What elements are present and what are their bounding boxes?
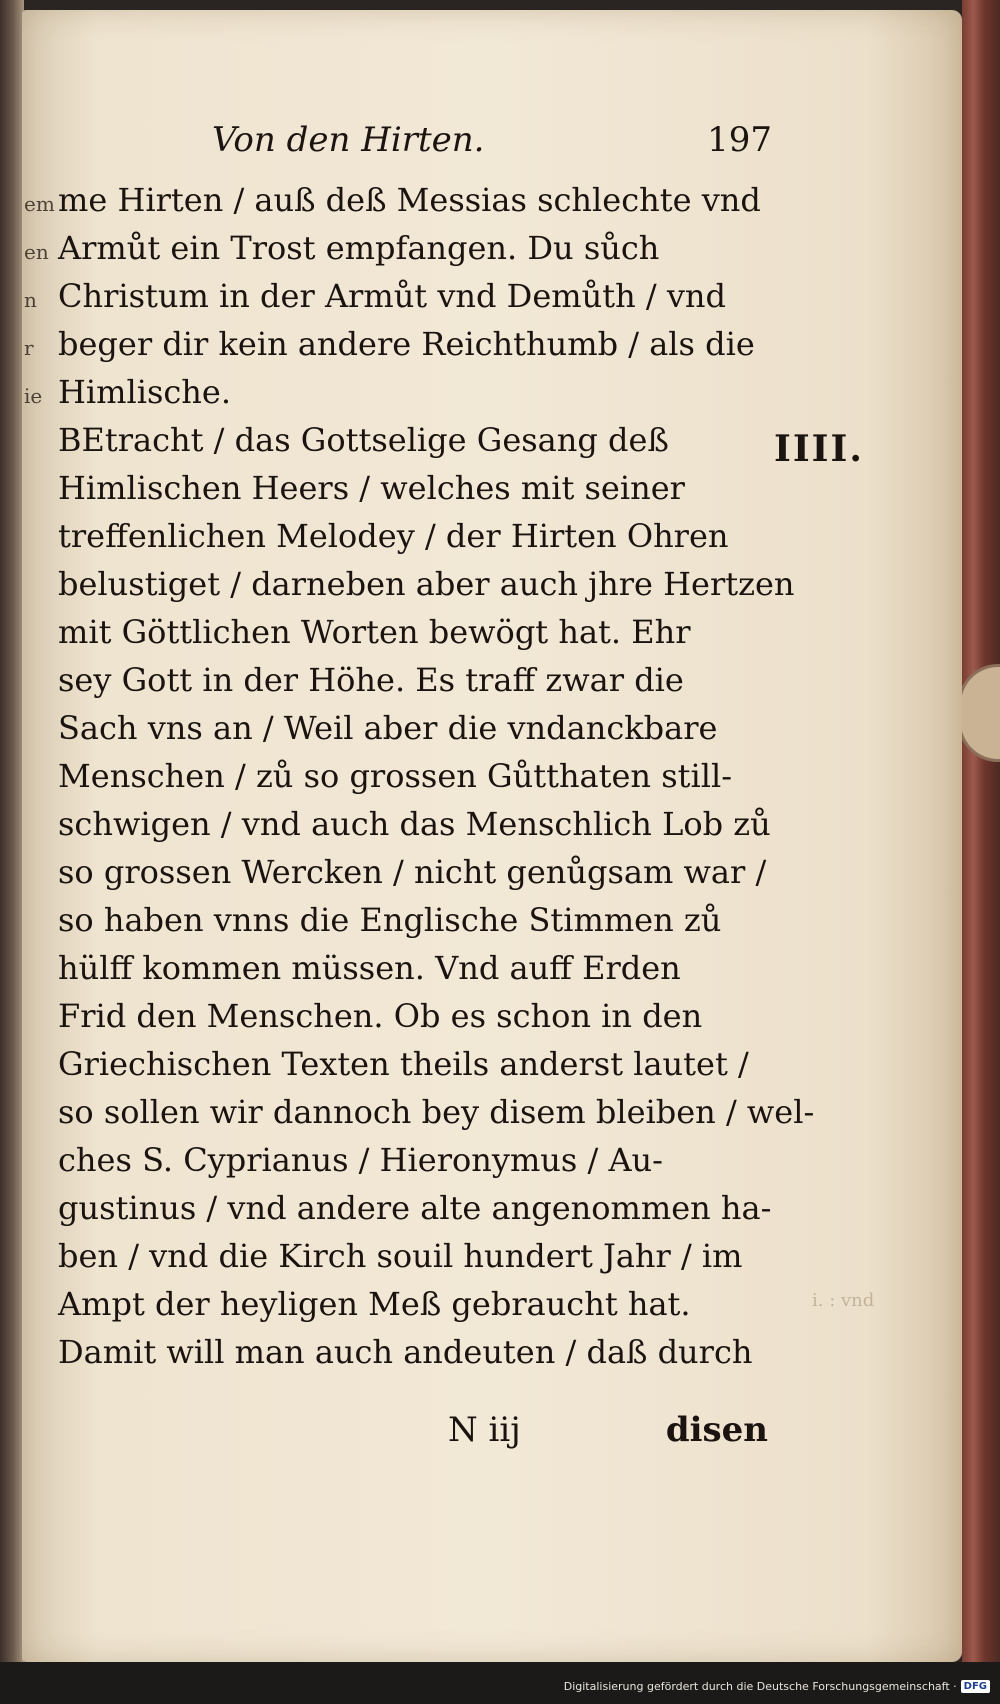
text-line: Sach vns an / Weil aber die vndanckbare: [58, 709, 718, 747]
margin-fragment: [24, 1188, 44, 1236]
margin-fragment: [24, 1044, 44, 1092]
body-text: [58, 176, 815, 1376]
text-line: Frid den Menschen. Ob es schon in den: [58, 997, 703, 1035]
credit-text: Digitalisierung gefördert durch die Deutsche Forschungsgemeinschaft ·: [563, 1680, 957, 1693]
page-header: [212, 120, 772, 170]
text-line: belustiget / darneben aber auch jhre Hertzen: [58, 565, 795, 603]
text-line: Himlische.: [58, 373, 232, 411]
text-line: sey Gott in der Höhe. Es traff zwar die: [58, 661, 684, 699]
margin-fragment: [24, 468, 44, 516]
text-line: treffenlichen Melodey / der Hirten Ohren: [58, 517, 729, 555]
margin-fragment: [24, 612, 44, 660]
margin-fragment: em: [24, 192, 55, 216]
margin-fragment: [24, 1284, 44, 1332]
text-line: hülff kommen müssen. Vnd auff Erden: [58, 949, 681, 987]
text-line: so sollen wir dannoch bey disem bleiben / wel-: [58, 1093, 815, 1131]
text-line: beger dir kein andere Reichthumb / als die: [58, 325, 755, 363]
margin-fragment: ie: [24, 384, 43, 408]
margin-fragment: [24, 660, 44, 708]
previous-page-margin: [24, 180, 55, 1332]
text-line: mit Göttlichen Worten bewögt hat. Ehr: [58, 613, 691, 651]
margin-fragment: [24, 852, 44, 900]
text-line: Armůt ein Trost empfangen. Du sůch: [58, 229, 660, 267]
page-footer-line: [58, 1410, 768, 1458]
text-line: gustinus / vnd andere alte angenommen ha-: [58, 1189, 772, 1227]
catchword: disen: [665, 1410, 768, 1450]
text-line: Ampt der heyligen Meß gebraucht hat.: [58, 1285, 691, 1323]
signature-mark: N iij: [448, 1410, 521, 1450]
text-line: ches S. Cyprianus / Hieronymus / Au-: [58, 1141, 663, 1179]
text-line: Damit will man auch andeuten / daß durch: [58, 1333, 753, 1371]
margin-fragment: r: [24, 336, 34, 360]
margin-fragment: [24, 1140, 44, 1188]
margin-fragment: [24, 564, 44, 612]
margin-fragment: [24, 900, 44, 948]
margin-fragment: [24, 1092, 44, 1140]
book-page: [22, 10, 962, 1662]
dfg-logo: DFG: [961, 1680, 990, 1693]
text-line: Griechischen Texten theils anderst lautet /: [58, 1045, 749, 1083]
margin-fragment: [24, 948, 44, 996]
text-line: me Hirten / auß deß Messias schlechte vnd: [58, 181, 761, 219]
text-line: Menschen / zů so grossen Gůtthaten still-: [58, 757, 732, 795]
margin-fragment: en: [24, 240, 49, 264]
margin-fragment: [24, 996, 44, 1044]
running-head: Von den Hirten.: [212, 120, 485, 160]
book-spine-shadow: [0, 0, 24, 1704]
margin-fragment: [24, 804, 44, 852]
text-line: ben / vnd die Kirch souil hundert Jahr / im: [58, 1237, 743, 1275]
text-line: BEtracht / das Gottselige Gesang deß: [58, 421, 669, 459]
margin-fragment: [24, 516, 44, 564]
section-marker: IIII.: [774, 428, 864, 470]
page-number: 197: [707, 120, 772, 160]
text-line: so grossen Wercken / nicht genůgsam war /: [58, 853, 767, 891]
digitization-credit: [564, 1680, 990, 1693]
page-fore-edge: [962, 0, 1000, 1662]
margin-fragment: [24, 756, 44, 804]
text-line: schwigen / vnd auch das Menschlich Lob zů: [58, 805, 771, 843]
show-through-text: i. : vnd: [812, 1290, 875, 1311]
margin-fragment: [24, 1236, 44, 1284]
margin-fragment: [24, 420, 44, 468]
margin-fragment: [24, 708, 44, 756]
text-line: Christum in der Armůt vnd Demůth / vnd: [58, 277, 726, 315]
text-line: Himlischen Heers / welches mit seiner: [58, 469, 685, 507]
margin-fragment: n: [24, 288, 37, 312]
text-line: so haben vnns die Englische Stimmen zů: [58, 901, 722, 939]
